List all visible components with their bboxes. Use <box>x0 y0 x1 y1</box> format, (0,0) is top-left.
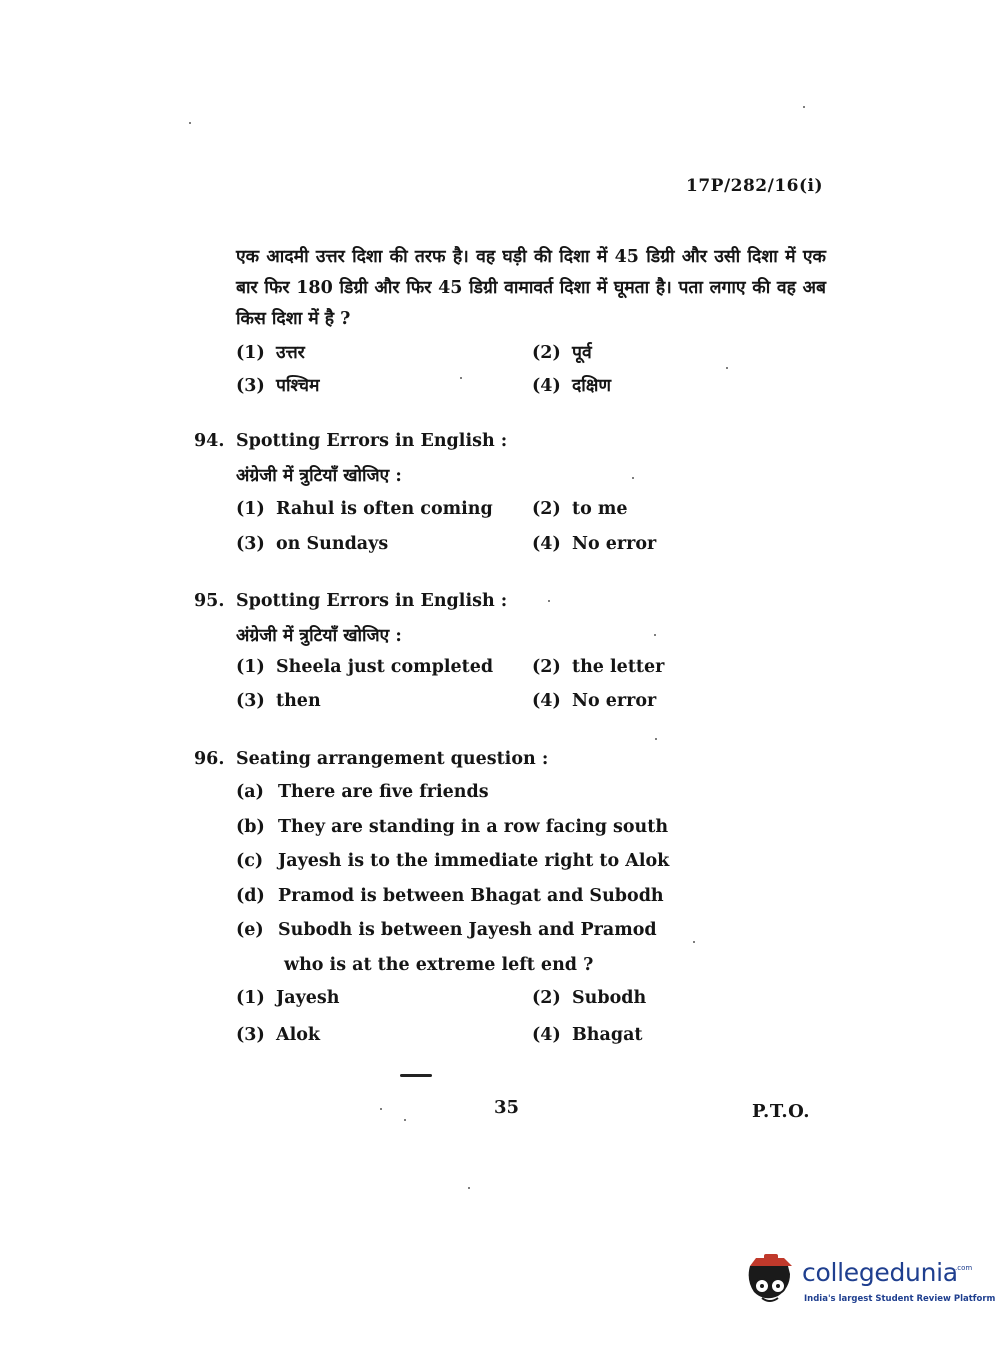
q96-statement-d: (d) Pramod is between Bhagat and Subodh <box>236 886 664 906</box>
q96-statement-e: (e) Subodh is between Jayesh and Pramod <box>236 920 657 940</box>
q96-heading: 96. Seating arrangement question : <box>194 749 549 769</box>
scan-speck <box>726 367 728 369</box>
collegedunia-watermark <box>742 1252 996 1314</box>
q94-hindi-instruction: अंग्रेजी में त्रुटियाँ खोजिए : <box>236 466 402 486</box>
q95-option-3: (3) then <box>236 691 321 711</box>
q93-option-1: (1) उत्तर <box>236 343 305 363</box>
q93-option-4: (4) दक्षिण <box>532 376 612 396</box>
scan-speck <box>380 1108 382 1110</box>
collegedunia-tagline: India's largest Student Review Platform <box>804 1294 996 1304</box>
scan-speck <box>654 634 656 636</box>
q96-option-4: (4) Bhagat <box>532 1025 643 1045</box>
scan-speck <box>632 477 634 479</box>
scan-speck <box>693 941 695 943</box>
collegedunia-mascot-icon <box>742 1252 800 1312</box>
q93-question-text: एक आदमी उत्तर दिशा की तरफ है। वह घड़ी की दिशा में 45 डिग्री और उसी दिशा में एक बार फिर 180 डिग्री और फिर 45 डिग्री वामावर्त दिशा में घूमता है। पता लगाए की वह अब किस दिशा में है ? <box>236 247 826 329</box>
paper-code: 17P/282/16(i) <box>686 176 824 196</box>
pto-label: P.T.O. <box>752 1101 811 1122</box>
scan-speck <box>803 106 805 108</box>
q95-option-1: (1) Sheela just completed <box>236 657 494 677</box>
end-dash <box>400 1074 432 1077</box>
scan-speck <box>655 738 657 740</box>
scan-speck <box>548 600 550 602</box>
q96-question-line: who is at the extreme left end ? <box>284 955 594 975</box>
q96-statement-c: (c) Jayesh is to the immediate right to Alok <box>236 851 670 871</box>
scan-speck <box>189 122 191 124</box>
scan-speck <box>404 1119 406 1121</box>
scan-speck <box>468 1187 470 1189</box>
collegedunia-brand: collegedunia <box>802 1258 958 1287</box>
q96-option-3: (3) Alok <box>236 1025 321 1045</box>
page-number: 35 <box>494 1097 520 1118</box>
q93-option-3: (3) पश्चिम <box>236 376 320 396</box>
q93-option-2: (2) पूर्व <box>532 343 592 363</box>
q95-heading: 95. Spotting Errors in English : <box>194 591 508 611</box>
q95-option-2: (2) the letter <box>532 657 665 677</box>
q95-option-4: (4) No error <box>532 691 657 711</box>
q96-option-1: (1) Jayesh <box>236 988 340 1008</box>
q95-hindi-instruction: अंग्रेजी में त्रुटियाँ खोजिए : <box>236 626 402 646</box>
q94-option-3: (3) on Sundays <box>236 534 389 554</box>
collegedunia-brand-suffix: .com <box>955 1264 973 1272</box>
q96-statement-b: (b) They are standing in a row facing south <box>236 817 669 837</box>
q94-option-2: (2) to me <box>532 499 628 519</box>
q96-option-2: (2) Subodh <box>532 988 647 1008</box>
q94-option-4: (4) No error <box>532 534 657 554</box>
scan-speck <box>460 377 462 379</box>
q94-option-1: (1) Rahul is often coming <box>236 499 493 519</box>
q94-heading: 94. Spotting Errors in English : <box>194 431 508 451</box>
q96-statement-a: (a) There are five friends <box>236 782 489 802</box>
